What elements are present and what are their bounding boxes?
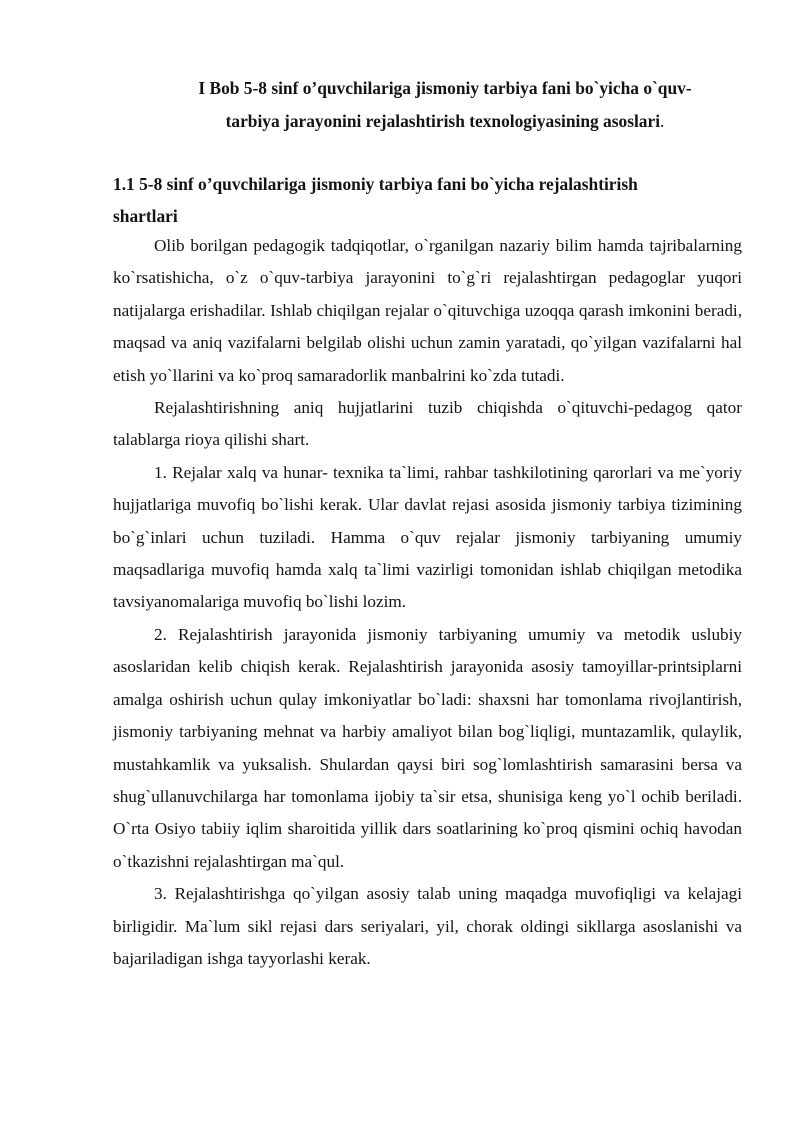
paragraph-intro: Olib borilgan pedagogik tadqiqotlar, o`rganilgan nazariy bilim hamda tajribalarning ko`rsatishicha, o`z o`quv-tarbiya jarayonini to`g`ri rejalashtirgan pedagoglar yuqori natijalarga erishadilar. Ishlab chiqilgan rejalar o`qituvchiga uzoqqa qarash imkonini beradi, maqsad va aniq vazifalarni belgilab olishi uchun zamin yaratadi, qo`yilgan vazifalarni hal etish yo`llarini va ko`proq samaradorlik manbalrini ko`zda tutadi. (113, 236, 742, 385)
chapter-title-line-2-text: tarbiya jarayonini rejalashtirish texnologiyasining asoslari (225, 111, 661, 131)
paragraph-point-2: 2. Rejalashtirish jarayonida jismoniy tarbiyaning umumiy va metodik uslubiy asoslaridan kelib chiqish kerak. Rejalashtirish jarayonida asosiy tamoyillar-printsiplarni amalga oshirish uchun qulay imkoniyatlar bo`ladi: shaxsni har tomonlama rivojlantirish, jismoniy tarbiyaning mehnat va harbiy amaliyot bilan bog`liqligi, muntazamlik, qulaylik, mustahkamlik va yuksalish. Shulardan qaysi biri sog`lomlashtirish samarasini bersa va shug`ullanuvchilarga har tomonlama ijobiy ta`sir etsa, shunisiga keng yo`l ochib beriladi. O`rta Osiyo tabiiy iqlim sharoitida yillik dars soatlarining ko`proq qismini ochiq havodan o`tkazishni rejalashtirgan ma`qul. (113, 624, 742, 871)
paragraph-requirements: Rejalashtirishning aniq hujjatlarini tuzib chiqishda o`qituvchi-pedagog qator talablarga rioya qilishi shart. (113, 398, 742, 450)
chapter-title (150, 72, 740, 138)
paragraph-point-3: 3. Rejalashtirishga qo`yilgan asosiy talab uning maqadga muvofiqligi va kelajagi birligidir. Ma`lum sikl rejasi dars seriyalari, yil, chorak oldingi sikllarga asoslanishi va bajariladigan ishga tayyorlashi kerak. (113, 884, 742, 968)
paragraph-point-1: 1. Rejalar xalq va hunar- texnika ta`limi, rahbar tashkilotining qarorlari va me`yoriy hujjatlariga muvofiq bo`lishi kerak. Ular davlat rejasi asosida jismoniy tarbiya tizimining bo`g`inlari uchun tuziladi. Hamma o`quv rejalar jismoniy tarbiyaning umumiy maqsadlariga muvofiq hamda xalq ta`limi vazirligi tomonidan ishlab chiqilgan metodika tavsiyanomalariga muvofiq bo`lishi lozim. (113, 462, 742, 612)
chapter-title-period: . (660, 111, 665, 131)
section-heading-line-2: shartlari (113, 206, 178, 226)
body-text (113, 230, 742, 975)
section-heading-line-1: 1.1 5-8 sinf o’quvchilariga jismoniy tarbiya fani bo`yicha rejalashtirish (113, 174, 638, 194)
chapter-title-line-2 (150, 105, 740, 138)
chapter-title-line-1: I Bob 5-8 sinf o’quvchilariga jismoniy tarbiya fani bo`yicha o`quv- (198, 78, 692, 98)
section-heading (113, 168, 713, 232)
